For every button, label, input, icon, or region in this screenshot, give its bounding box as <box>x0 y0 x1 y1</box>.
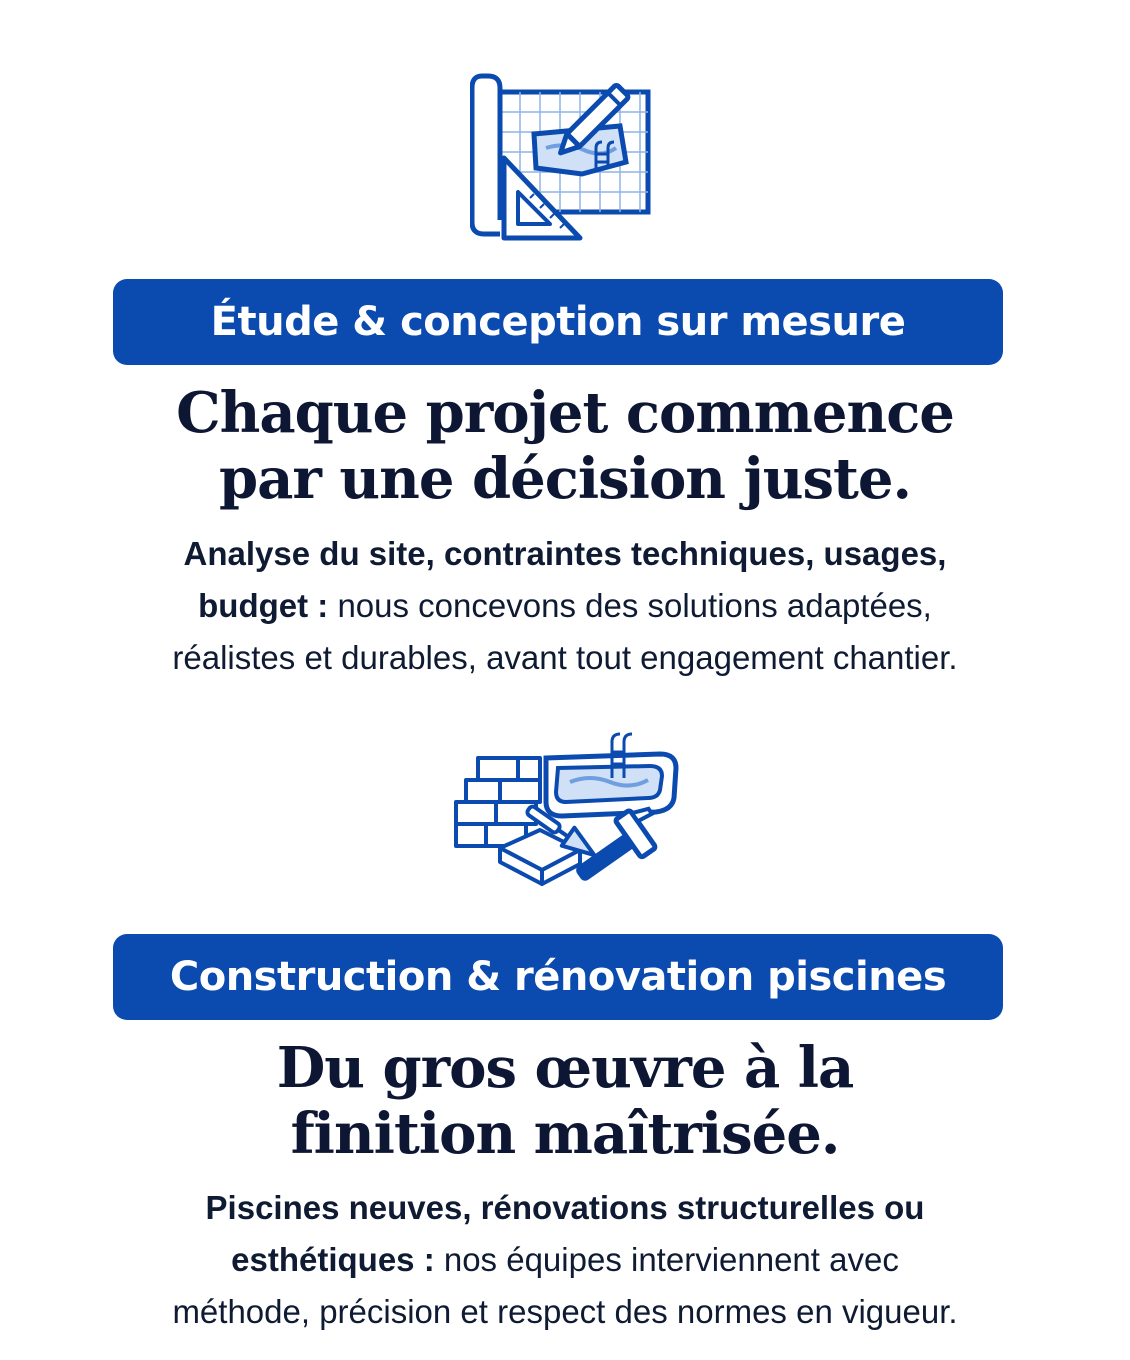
body-text-construction <box>100 1182 1030 1338</box>
body-bold: Analyse du site, contraintes techniques, usages, <box>183 535 947 572</box>
tag-label: Construction & rénovation piscines <box>169 954 947 1000</box>
body-text: méthode, précision et respect des normes en vigueur. <box>172 1293 958 1330</box>
pool-construction-icon <box>0 728 1130 900</box>
headline-line: finition maîtrisée. <box>290 1101 840 1167</box>
body-text-etude <box>100 528 1030 684</box>
tag-pill-etude <box>113 279 1003 365</box>
headline-line: Du gros œuvre à la <box>276 1035 854 1101</box>
headline-etude <box>0 380 1130 512</box>
blueprint-pool-icon <box>0 70 1130 242</box>
headline-construction <box>0 1035 1130 1167</box>
headline-line: Chaque projet commence <box>176 380 954 446</box>
body-bold: Piscines neuves, rénovations structurelles ou <box>205 1189 925 1226</box>
headline-line: par une décision juste. <box>218 446 911 512</box>
tag-pill-construction <box>113 934 1003 1020</box>
body-text: nos équipes interviennent avec <box>434 1241 899 1278</box>
body-bold: esthétiques : <box>231 1241 435 1278</box>
body-text: réalistes et durables, avant tout engagement chantier. <box>172 639 958 676</box>
body-bold: budget : <box>198 587 329 624</box>
tag-label: Étude & conception sur mesure <box>210 299 906 345</box>
body-text: nous concevons des solutions adaptées, <box>328 587 932 624</box>
